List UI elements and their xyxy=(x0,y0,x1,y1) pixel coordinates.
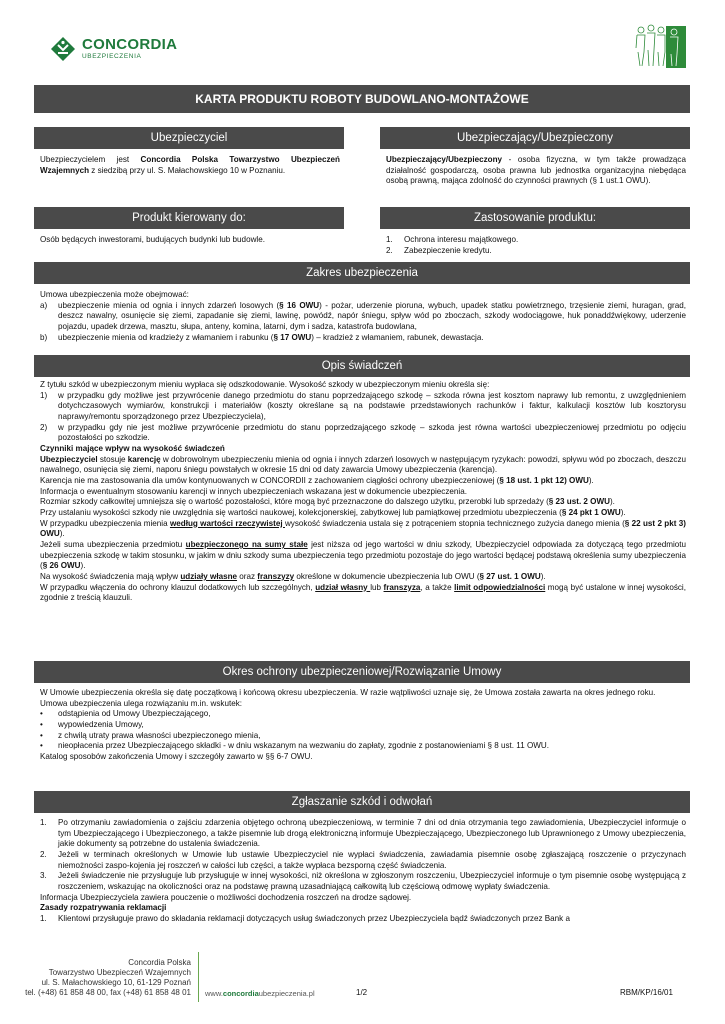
ubezpieczyciel-text xyxy=(40,155,340,176)
text-span: w przypadku gdy nie jest możliwe przywrócenie przedmiotu do stanu poprzedzającego szkodę – szkoda jest równa wartości ubezpieczeniowej przedmiotu po odjęciu pozostałości po szkodzie. xyxy=(58,422,686,443)
reklamacje-heading: Zasady rozpatrywania reklamacji xyxy=(40,903,167,913)
list-item xyxy=(40,850,686,871)
wartosc-rzeczywista-paragraph xyxy=(40,519,686,540)
opis-intro: Z tytułu szkód w ubezpieczonym mieniu wypłaca się odszkodowanie. Wysokość szkody w ubezpieczonym mieniu określa się: xyxy=(40,380,490,389)
okres-content xyxy=(40,688,686,763)
text-span: ). xyxy=(59,529,65,539)
opis-item-1 xyxy=(40,391,686,423)
item-text: nieopłacenia przez Ubezpieczającego składki - w dniu wskazanym na wezwaniu do zapłaty, zgodnie z postanowieniami § 8 ust. 11 OWU. xyxy=(58,741,549,751)
page-title: KARTA PRODUKTU ROBOTY BUDOWLANO-MONTAŻOWE xyxy=(34,85,690,113)
section-header-produkt: Produkt kierowany do: xyxy=(34,207,344,229)
people-illustration-icon xyxy=(632,20,688,70)
owu-reference: § 17 OWU xyxy=(273,332,312,342)
text-span: lub xyxy=(370,582,384,592)
item-marker: 1) xyxy=(40,390,48,400)
rozwiazanie-intro: Umowa ubezpieczenia ulega rozwiązaniu m.in. wskutek: xyxy=(40,698,242,708)
karencja-paragraph xyxy=(40,455,686,476)
logo-name: CONCORDIA xyxy=(82,36,178,54)
text-span: W przypadku włączenia do ochrony klauzul dodatkowych lub szczególnych, xyxy=(40,582,316,592)
owu-reference: § 18 ust. 1 pkt 12) OWU xyxy=(499,476,589,486)
bullet: • xyxy=(40,720,43,730)
ubezpieczajacy-term: Ubezpieczający/Ubezpieczony xyxy=(386,155,503,164)
opis-content xyxy=(40,380,686,604)
ubezpieczyciel-t1: Ubezpieczycielem jest xyxy=(40,155,141,164)
owu-reference: § 22 ust 2 pkt 3) OWU xyxy=(40,518,686,539)
text-span: udział własny xyxy=(315,582,371,592)
text-span: w przypadku gdy możliwe jest przywrócenie danego przedmiotu do stanu poprzedzającego szkodę – szkoda równa jest kosztom naprawy lub remontu, z uwzględnieniem dotychczasowych wymiarów, konstrukcji i materiałów (koszty określane są na podstawie przedstawionych rachunków i faktur, kalkulacji kosztów lub kosztorysu naprawy/remontu sporządzonego przez Ubezpieczyciela), xyxy=(58,390,686,422)
text-span: franszyza xyxy=(383,582,421,592)
text-span: udziały własne xyxy=(180,572,238,582)
text-span: W przypadku ubezpieczenia mienia xyxy=(40,518,170,528)
text-span: ). xyxy=(540,572,546,582)
text-span: jest niższa od jego wartości w dniu szkody, Ubezpieczyciel odpowiada za dotyczącą tego przedmiotu ubezpieczenia szkodę w takim stosunku, w jakim w dniu szkody suma ubezpieczenia tego przedmiotu pozostaje do jego wartości będącej podstawą określenia sumy ubezpieczenia ( xyxy=(40,540,687,571)
concordia-logo xyxy=(50,32,190,66)
wartosc-naukowa-paragraph xyxy=(40,508,686,519)
okres-paragraph: W Umowie ubezpieczenia określa się datę początkową i końcową okresu ubezpieczenia. W razie wątpliwości uznaje się, że Umowa została zawarta na okres jednego roku. xyxy=(40,688,656,697)
section-header-zastosowanie: Zastosowanie produktu: xyxy=(380,207,690,229)
logo-sub: UBEZPIECZENIA xyxy=(82,53,142,61)
text-span: Na wysokość świadczenia mają wpływ xyxy=(40,572,181,582)
section-header-zglaszanie: Zgłaszanie szkód i odwołań xyxy=(34,791,690,813)
bullet: • xyxy=(40,741,43,751)
list-item xyxy=(40,914,686,925)
text-span: ). xyxy=(80,561,86,571)
owu-reference: § 16 OWU xyxy=(279,300,320,310)
karencja-exception-paragraph xyxy=(40,476,686,487)
text-span: ubezpieczonego na sumy stałe xyxy=(185,540,308,550)
bullet: • xyxy=(40,730,43,740)
text-span: w dobrowolnym ubezpieczeniu mienia od ognia i innych zdarzeń losowych w następującym ryzykach: powodzi, spływu wód po zboczach, deszczu nawalnego, osunięcia się ziemi, naporu śniegu powstałych w okresie 15 dni od daty zawarcia Umowy ubezpieczenia (karencja). xyxy=(40,454,686,475)
list-item xyxy=(40,720,686,731)
ubezpieczyciel-name: Concordia Polska Towarzystwo Ubezpieczeń Wzajemnych xyxy=(40,155,340,175)
text-span: www. xyxy=(205,989,223,998)
klauzule-paragraph xyxy=(40,583,686,604)
list-item xyxy=(40,818,686,850)
owu-reference: § 24 pkt 1 OWU xyxy=(561,508,621,518)
section-header-opis: Opis świadczeń xyxy=(34,355,690,377)
text-span: określone w dokumencie ubezpieczenia lub OWU ( xyxy=(294,572,480,582)
item-text: Zabezpieczenie kredytu. xyxy=(404,245,492,255)
item-marker: a) xyxy=(40,300,48,310)
pouczenie-paragraph: Informacja Ubezpieczyciela zawiera pouczenie o możliwości dochodzenia roszczeń na drodze sądowej. xyxy=(40,892,412,902)
text-span: ). xyxy=(588,476,594,486)
section-header-okres: Okres ochrony ubezpieczeniowej/Rozwiązanie Umowy xyxy=(34,661,690,683)
item-marker: b) xyxy=(40,332,48,342)
bullet: • xyxy=(40,709,43,719)
text-span: Karencja nie ma zastosowania dla umów kontynuowanych w CONCORDII z zachowaniem ciągłości ochrony ubezpieczeniowej ( xyxy=(40,476,500,486)
document-code: RBM/KP/16/01 xyxy=(620,988,673,997)
item-text: Klientowi przysługuje prawo do składania reklamacji dotyczących usług świadczonych przez Ubezpieczyciela bądź świadczonych przez Bank a xyxy=(58,914,570,924)
text-span: oraz xyxy=(237,572,258,582)
karencja-info-paragraph: Informacja o ewentualnym stosowaniu karencji w innych ubezpieczeniach wskazana jest w dokumencie ubezpieczenia. xyxy=(40,486,467,496)
item-number: 1. xyxy=(386,235,393,244)
text-span: ubezpieczenia.pl xyxy=(258,989,315,998)
item-number: 2. xyxy=(40,850,47,860)
list-item xyxy=(40,731,686,742)
concordia-emblem-icon xyxy=(50,36,76,62)
item-text: Jeżeli w terminach określonych w Umowie lub ustawie Ubezpieczyciel nie wypłaci świadczenia, zawiadamia pisemnie osobę zgłaszającą roszczenie o przyczynach niemożności zaspo-kojenia jej roszczeń w całości lub części, a także wypłaca bezsporną część świadczenia. xyxy=(58,850,686,870)
zakres-content xyxy=(40,290,686,343)
suma-stala-paragraph xyxy=(40,540,686,572)
text-span: concordia xyxy=(222,989,259,998)
address-line: ul. S. Małachowskiego 10, 61-129 Poznań xyxy=(41,978,191,987)
section-header-zakres: Zakres ubezpieczenia xyxy=(34,262,690,284)
list-item xyxy=(386,246,686,257)
text-span: ). xyxy=(609,497,615,507)
item-number: 2. xyxy=(386,245,393,255)
item-text: Jeżeli świadczenie nie przysługuje lub przysługuje w innej wysokości, niż określona w zgłoszonym roszczeniu, Ubezpieczyciel informuje o tym pisemnie osobę występującą z roszczeniem, wskazując na okoliczności oraz na podstawę prawną uzasadniającą całkowitą lub częściową odmowę wypłaty świadczenia. xyxy=(58,871,686,892)
section-header-ubezpieczajacy: Ubezpieczający/Ubezpieczony xyxy=(380,127,690,149)
list-item xyxy=(40,741,686,752)
item-text: Ochrona interesu majątkowego. xyxy=(404,235,519,244)
item-number: 3. xyxy=(40,871,47,881)
text-span: Rozmiar szkody całkowitej umniejsza się o wartość pozostałości, które mogą być przeznaczone do dalszego użytku, przerobki lub sprzedaży ( xyxy=(40,497,549,507)
zakres-item-a xyxy=(40,301,686,333)
page-number: 1/2 xyxy=(356,988,368,997)
footer-divider xyxy=(198,952,199,1002)
item-text: z chwilą utraty prawa własności ubezpieczonego mienia, xyxy=(58,730,261,740)
text-span: karencję xyxy=(127,454,161,464)
ubezpieczajacy-definition: - osoba fizyczna, w tym także prowadząca działalność gospodarczą, osoba prawna lub jednostka organizacyjna niebędąca osobą prawną, mająca zdolność do czynności prawnych (§ 1 ust.1 OWU). xyxy=(386,155,686,186)
text-span: ). xyxy=(620,508,626,518)
text-span: , a także xyxy=(420,582,455,592)
owu-reference: § 23 ust. 2 OWU xyxy=(548,497,610,507)
item-text: Po otrzymaniu zawiadomienia o zajściu zdarzenia objętego ochroną ubezpieczeniową, w terminie 7 dni od dnia otrzymania tego zawiadomienia, Ubezpieczyciel informuje o tym Ubezpieczającego i Ubezpieczonego, a także pisemnie lub drogą elektroniczną informuje Ubezpieczającego, Ubezpieczonego lub Uprawnionego z Umowy ubezpieczenia, jakie dokumenty są potrzebne do ustalenia świadczenia. xyxy=(58,818,686,849)
zglaszanie-content xyxy=(40,818,686,925)
ubezpieczyciel-t3: z siedzibą przy ul. S. Małachowskiego 10 w Poznaniu. xyxy=(89,165,286,175)
address-line: Concordia Polska xyxy=(128,958,191,967)
ubezpieczajacy-text xyxy=(386,155,686,187)
produkt-text: Osób będących inwestorami, budujących budynki lub budowle. xyxy=(40,235,265,244)
opis-item-2 xyxy=(40,423,686,444)
katalog-paragraph: Katalog sposobów zakończenia Umowy i szczegóły zawarto w §§ 6-7 OWU. xyxy=(40,752,313,762)
section-header-ubezpieczyciel: Ubezpieczyciel xyxy=(34,127,344,149)
website-link[interactable] xyxy=(205,989,315,999)
item-text: wypowiedzenia Umowy, xyxy=(58,720,144,730)
text-span: franszyzy xyxy=(257,572,295,582)
zastosowanie-list xyxy=(386,235,686,256)
text-span: mogą być ustalone w innej wysokości, zgodnie z treścią klauzuli. xyxy=(40,582,686,603)
rozmiar-szkody-paragraph xyxy=(40,497,686,508)
item-marker: 2) xyxy=(40,422,48,432)
udzialy-wlasne-paragraph xyxy=(40,572,686,583)
text-span: ubezpieczenie mienia od kradzieży z włamaniem i rabunku ( xyxy=(58,332,274,342)
czynniki-heading: Czynniki mające wpływ na wysokość świadczeń xyxy=(40,444,225,454)
item-number: 1. xyxy=(40,818,47,827)
text-span: wysokość świadczenia ustala się z potrąceniem stopnia technicznego zużycia danego mienia ( xyxy=(284,518,625,528)
address-line: tel. (+48) 61 858 48 00, fax (+48) 61 858 48 01 xyxy=(25,988,191,997)
text-span: ) – kradzież z włamaniem, rabunek, dewastacja. xyxy=(311,332,484,342)
text-span: Ubezpieczyciel xyxy=(40,454,98,464)
zakres-intro: Umowa ubezpieczenia może obejmować: xyxy=(40,290,189,299)
text-span: limit odpowiedzialności xyxy=(454,582,546,592)
text-span: według wartości rzeczywistej xyxy=(169,518,285,528)
list-item xyxy=(40,709,686,720)
footer-address xyxy=(0,958,191,998)
item-text: odstąpienia od Umowy Ubezpieczającego, xyxy=(58,709,211,719)
address-line: Towarzystwo Ubezpieczeń Wzajemnych xyxy=(48,968,191,977)
owu-reference: § 27 ust. 1 OWU xyxy=(479,572,541,582)
text-span: ) - pożar, uderzenie pioruna, wybuch, upadek statku powietrznego, trzęsienie ziemi, huragan, grad, deszcz nawalny, osunięcie się ziemi, zapadanie się ziemi, lawinę, powódź, napór śniegu, spływ wód po zboczach, szkody wodociągowe, huk ponaddźwiękowy, uderzenie pojazdu, upadek drzewa, masztu, słupa, anteny, komina, latarni, dym i sadza, katastrofa budowlana, xyxy=(58,300,686,332)
text-span: Przy ustalaniu wysokości szkody nie uwzględnia się wartości naukowej, kolekcjonerskiej, zabytkowej lub pamiątkowej przedmiotu ubezpieczenia ( xyxy=(40,508,562,518)
list-item xyxy=(40,871,686,892)
zakres-item-b xyxy=(40,333,686,344)
list-item xyxy=(386,235,686,246)
text-span: ubezpieczenie mienia od ognia i innych zdarzeń losowych ( xyxy=(58,300,280,310)
owu-reference: § 26 OWU xyxy=(42,561,81,571)
text-span: Jeżeli suma ubezpieczenia przedmiotu xyxy=(40,540,186,550)
item-number: 1. xyxy=(40,914,47,924)
text-span: stosuje xyxy=(97,454,128,464)
